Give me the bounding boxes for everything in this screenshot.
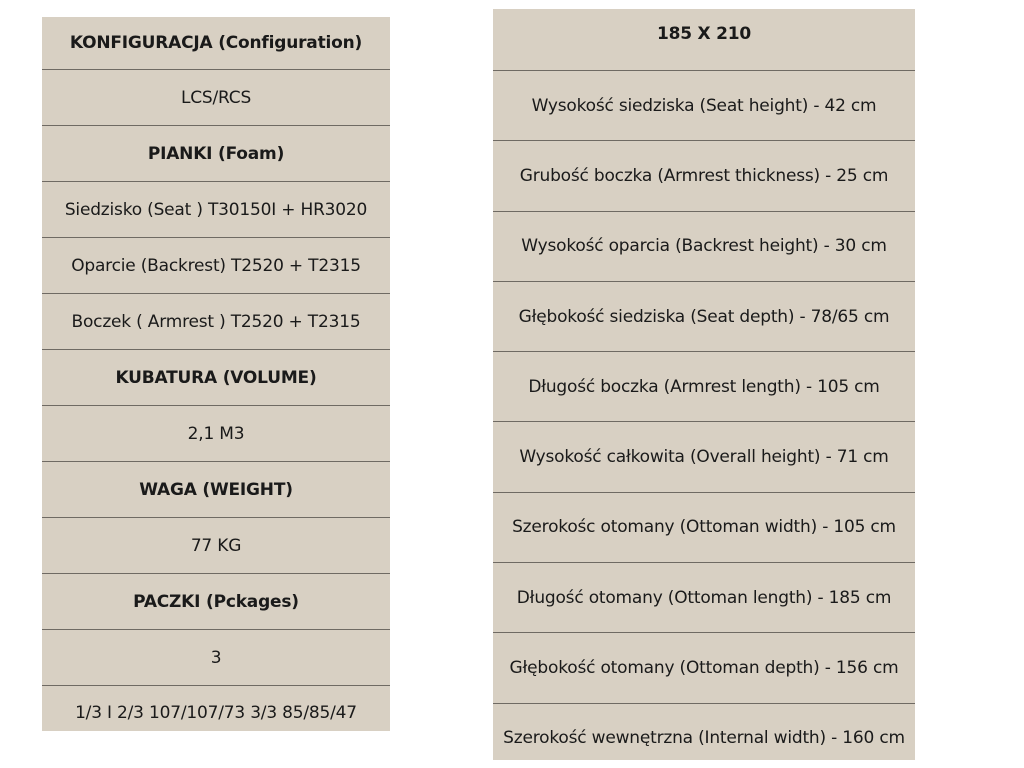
spec-value-armrest-foam: Boczek ( Armrest ) T2520 + T2315	[42, 294, 390, 350]
spec-header-packages: PACZKI (Pckages)	[42, 574, 390, 630]
spec-header-weight: WAGA (WEIGHT)	[42, 462, 390, 518]
dimension-ottoman-width: Szerokośc otomany (Ottoman width) - 105 cm	[493, 493, 915, 563]
dimension-backrest-height: Wysokość oparcia (Backrest height) - 30 cm	[493, 212, 915, 282]
spec-value-backrest-foam: Oparcie (Backrest) T2520 + T2315	[42, 238, 390, 294]
spec-header-foam: PIANKI (Foam)	[42, 126, 390, 182]
dimension-armrest-thickness: Grubość boczka (Armrest thickness) - 25 cm	[493, 141, 915, 211]
spec-value-seat-foam: Siedzisko (Seat ) T30150I + HR3020	[42, 182, 390, 238]
specification-table	[42, 17, 390, 731]
dimension-seat-height: Wysokość siedziska (Seat height) - 42 cm	[493, 71, 915, 141]
spec-value-configuration: LCS/RCS	[42, 70, 390, 126]
dimension-overall-height: Wysokość całkowita (Overall height) - 71 cm	[493, 422, 915, 492]
dimension-ottoman-depth: Głębokość otomany (Ottoman depth) - 156 cm	[493, 633, 915, 703]
dimension-seat-depth: Głębokość siedziska (Seat depth) - 78/65 cm	[493, 282, 915, 352]
dimension-armrest-length: Długość boczka (Armrest length) - 105 cm	[493, 352, 915, 422]
dimensions-header-size: 185 X 210	[493, 9, 915, 71]
spec-header-volume: KUBATURA (VOLUME)	[42, 350, 390, 406]
dimension-internal-width: Szerokość wewnętrzna (Internal width) - 160 cm	[503, 727, 905, 748]
spec-value-package-count: 3	[42, 630, 390, 686]
dimensions-table	[493, 9, 915, 760]
spec-value-volume: 2,1 M3	[42, 406, 390, 462]
dimension-ottoman-length: Długość otomany (Ottoman length) - 185 cm	[493, 563, 915, 633]
spec-header-configuration: KONFIGURACJA (Configuration)	[42, 17, 390, 70]
spec-value-package-dimensions: 1/3 I 2/3 107/107/73 3/3 85/85/47	[75, 703, 357, 723]
spec-value-weight: 77 KG	[42, 518, 390, 574]
